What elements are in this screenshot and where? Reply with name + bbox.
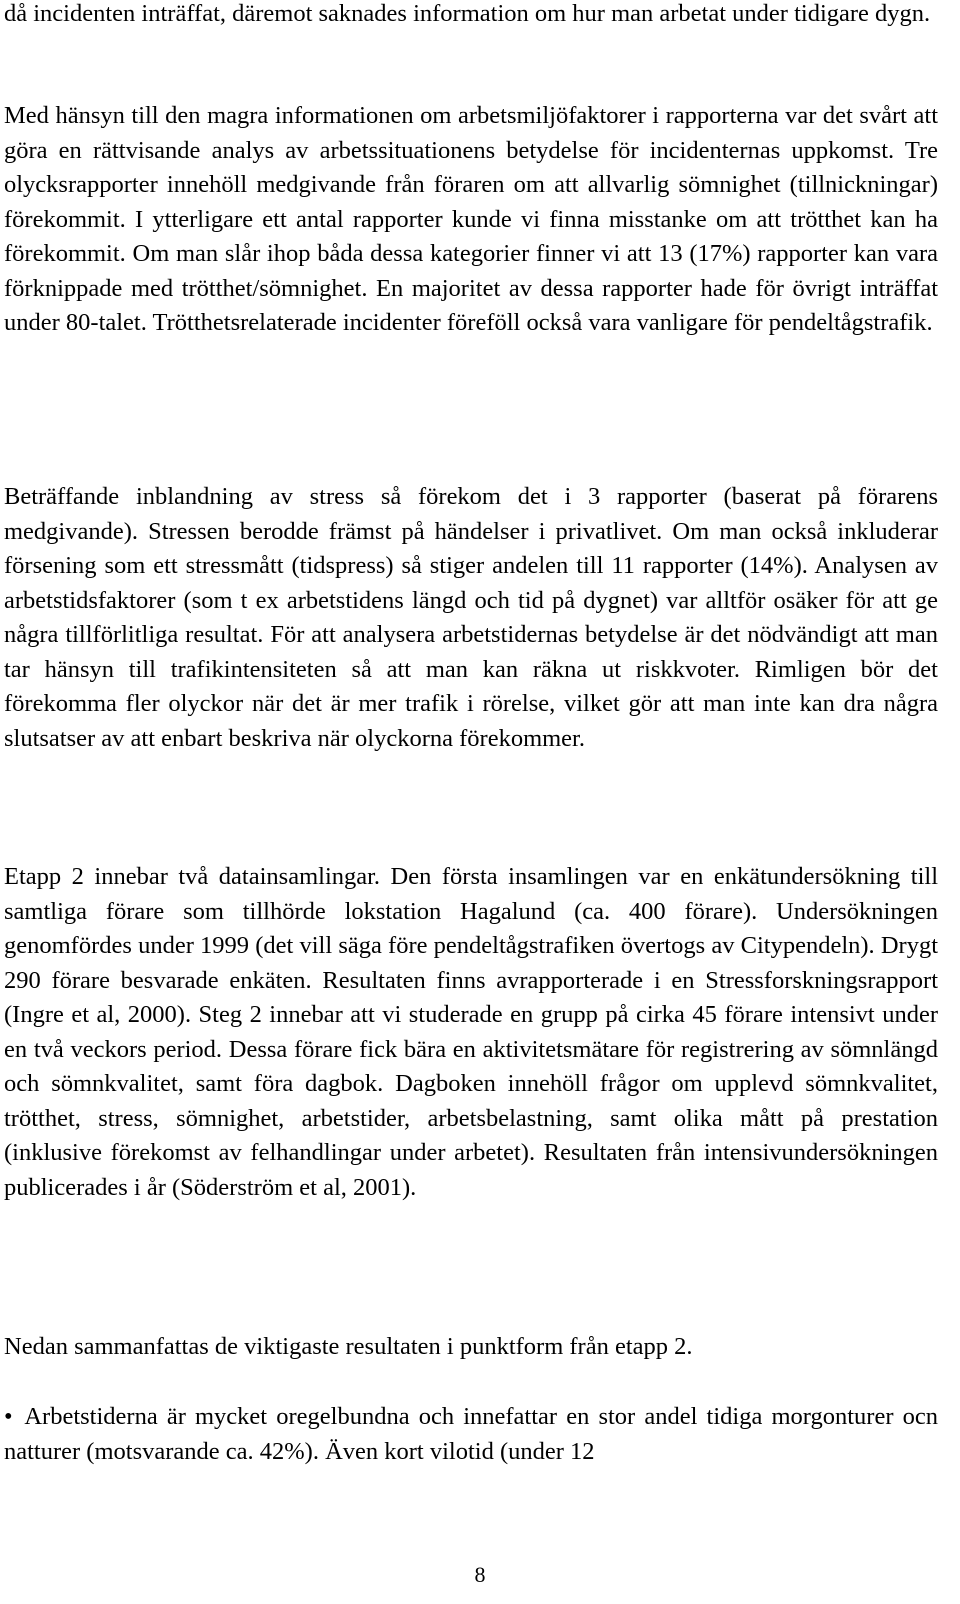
page-number: 8 [474, 1562, 486, 1587]
paragraph-intro-continuation: då incidenten inträffat, däremot saknades information om hur man arbetat under tidigare dygn. [4, 0, 931, 27]
bullet-item [4, 1400, 938, 1469]
paragraph-work-environment-analysis: Med hänsyn till den magra informationen om arbetsmiljöfaktorer i rapporterna var det svårt att göra en rättvisande analys av arbetssituationens betydelse för incidenternas uppkomst. Tre olycksrapporter innehöll medgivande från föraren om att allvarlig sömnighet (tillnickningar) förekommit. I ytterligare ett antal rapporter kunde vi finna misstanke om att trötthet kan ha förekommit. Om man slår ihop båda dessa kategorier finner vi att 13 (17%) rapporter kan vara förknippade med trötthet/sömnighet. En majoritet av dessa rapporter hade för övrigt inträffat under 80-talet. Trötthetsrelaterade incidenter föreföll också vara vanligare för pendeltågstrafik. [4, 102, 938, 336]
bullet-mark-icon: • [4, 1403, 13, 1430]
paragraph-stage-two: Etapp 2 innebar två datainsamlingar. Den första insamlingen var en enkätundersökning till samtliga förare som tillhörde lokstation Hagalund (ca. 400 förare). Undersökningen genomfördes under 1999 (det vill säga före pendeltågstrafiken övertogs av Citypendeln). Drygt 290 förare besvarade enkäten. Resultaten finns avrapporterade i en Stressforskningsrapport (Ingre et al, 2000). Steg 2 innebar att vi studerade en grupp på cirka 45 förare intensivt under en två veckors period. Dessa förare fick bära en aktivitetsmätare för registrering av sömnlängd och sömnkvalitet, samt föra dagbok. Dagboken innehöll frågor om upplevd sömnkvalitet, trötthet, stress, sömnighet, arbetstider, arbetsbelastning, samt olika mått på prestation (inklusive förekomst av felhandlingar under arbetet). Resultaten från intensivundersökningen publicerades i år (Söderström et al, 2001). [4, 863, 938, 1201]
bullet-item-text: Arbetstiderna är mycket oregelbundna och innefattar en stor andel tidiga morgonturer ocn natturer (motsvarande ca. 42%). Även kort vilotid (under 12 [4, 1403, 938, 1465]
paragraph-stress-analysis: Beträffande inblandning av stress så förekom det i 3 rapporter (baserat på förarens medgivande). Stressen berodde främst på händelser i privatlivet. Om man också inkluderar försening som ett stressmått (tidspress) så stiger andelen till 11 rapporter (14%). Analysen av arbetstidsfaktorer (som t ex arbetstidens längd och tid på dygnet) var alltför osäker för att ge några tillförlitliga resultat. För att analysera arbetstidernas betydelse är det nödvändigt att man tar hänsyn till trafikintensiteten så att man kan räkna ut riskkvoter. Rimligen bör det förekomma fler olyckor när det är mer trafik i rörelse, vilket gör att man inte kan dra några slutsatser av att enbart beskriva när olyckorna förekommer. [4, 483, 938, 752]
paragraph-summary-intro: Nedan sammanfattas de viktigaste resultaten i punktform från etapp 2. [4, 1333, 693, 1360]
